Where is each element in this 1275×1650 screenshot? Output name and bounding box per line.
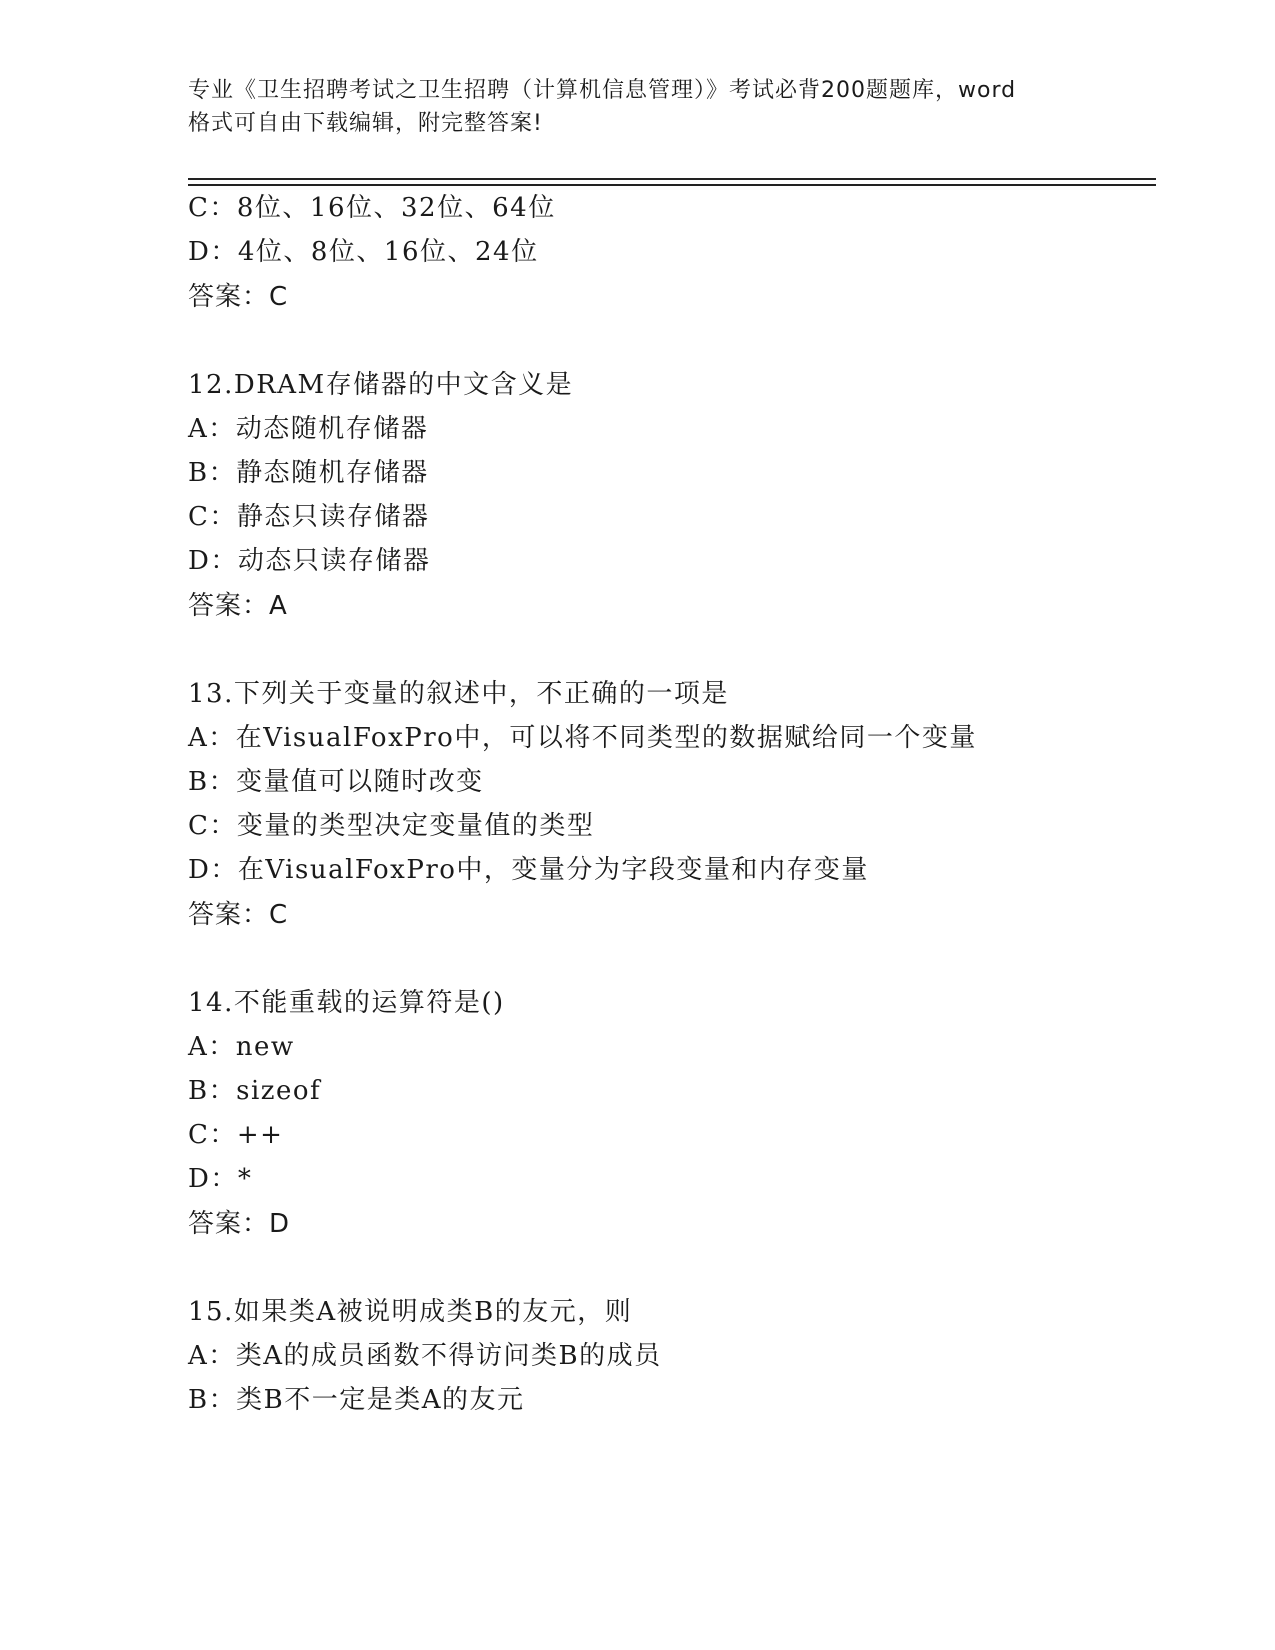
q11-option-d: D：4位、8位、16位、24位 bbox=[188, 237, 539, 267]
header-line-2: 格式可自由下载编辑，附完整答案! bbox=[188, 111, 543, 136]
q13-answer: 答案：C bbox=[188, 900, 289, 930]
q12-question: 12.DRAM存储器的中文含义是 bbox=[188, 370, 574, 400]
q13-option-a: A：在VisualFoxPro中，可以将不同类型的数据赋给同一个变量 bbox=[188, 723, 977, 753]
header-divider-bottom bbox=[188, 184, 1156, 186]
q14-option-b: B：sizeof bbox=[188, 1076, 322, 1106]
q11-option-c: C：8位、16位、32位、64位 bbox=[188, 193, 556, 223]
header-divider-top bbox=[188, 178, 1156, 180]
q15-question: 15.如果类A被说明成类B的友元，则 bbox=[188, 1297, 633, 1327]
q15-option-b: B：类B不一定是类A的友元 bbox=[188, 1385, 525, 1415]
q11-answer: 答案：C bbox=[188, 282, 289, 312]
header-line-1: 专业《卫生招聘考试之卫生招聘（计算机信息管理）》考试必背200题题库，word bbox=[188, 78, 1017, 103]
q13-option-b: B：变量值可以随时改变 bbox=[188, 767, 484, 797]
q12-option-c: C：静态只读存储器 bbox=[188, 502, 430, 532]
q14-answer: 答案：D bbox=[188, 1209, 291, 1239]
document-header bbox=[188, 74, 1088, 140]
q13-option-d: D：在VisualFoxPro中，变量分为字段变量和内存变量 bbox=[188, 855, 869, 885]
q15-option-a: A：类A的成员函数不得访问类B的成员 bbox=[188, 1341, 662, 1371]
q12-answer: 答案：A bbox=[188, 591, 288, 621]
q12-option-d: D：动态只读存储器 bbox=[188, 546, 431, 576]
q12-option-b: B：静态随机存储器 bbox=[188, 458, 429, 488]
q14-option-c: C：++ bbox=[188, 1120, 284, 1150]
q12-option-a: A：动态随机存储器 bbox=[188, 414, 429, 444]
q14-question: 14.不能重载的运算符是() bbox=[188, 988, 505, 1018]
q14-option-d: D：* bbox=[188, 1164, 253, 1194]
q14-option-a: A：new bbox=[188, 1032, 295, 1062]
q13-question: 13.下列关于变量的叙述中，不正确的一项是 bbox=[188, 679, 729, 709]
q13-option-c: C：变量的类型决定变量值的类型 bbox=[188, 811, 595, 841]
